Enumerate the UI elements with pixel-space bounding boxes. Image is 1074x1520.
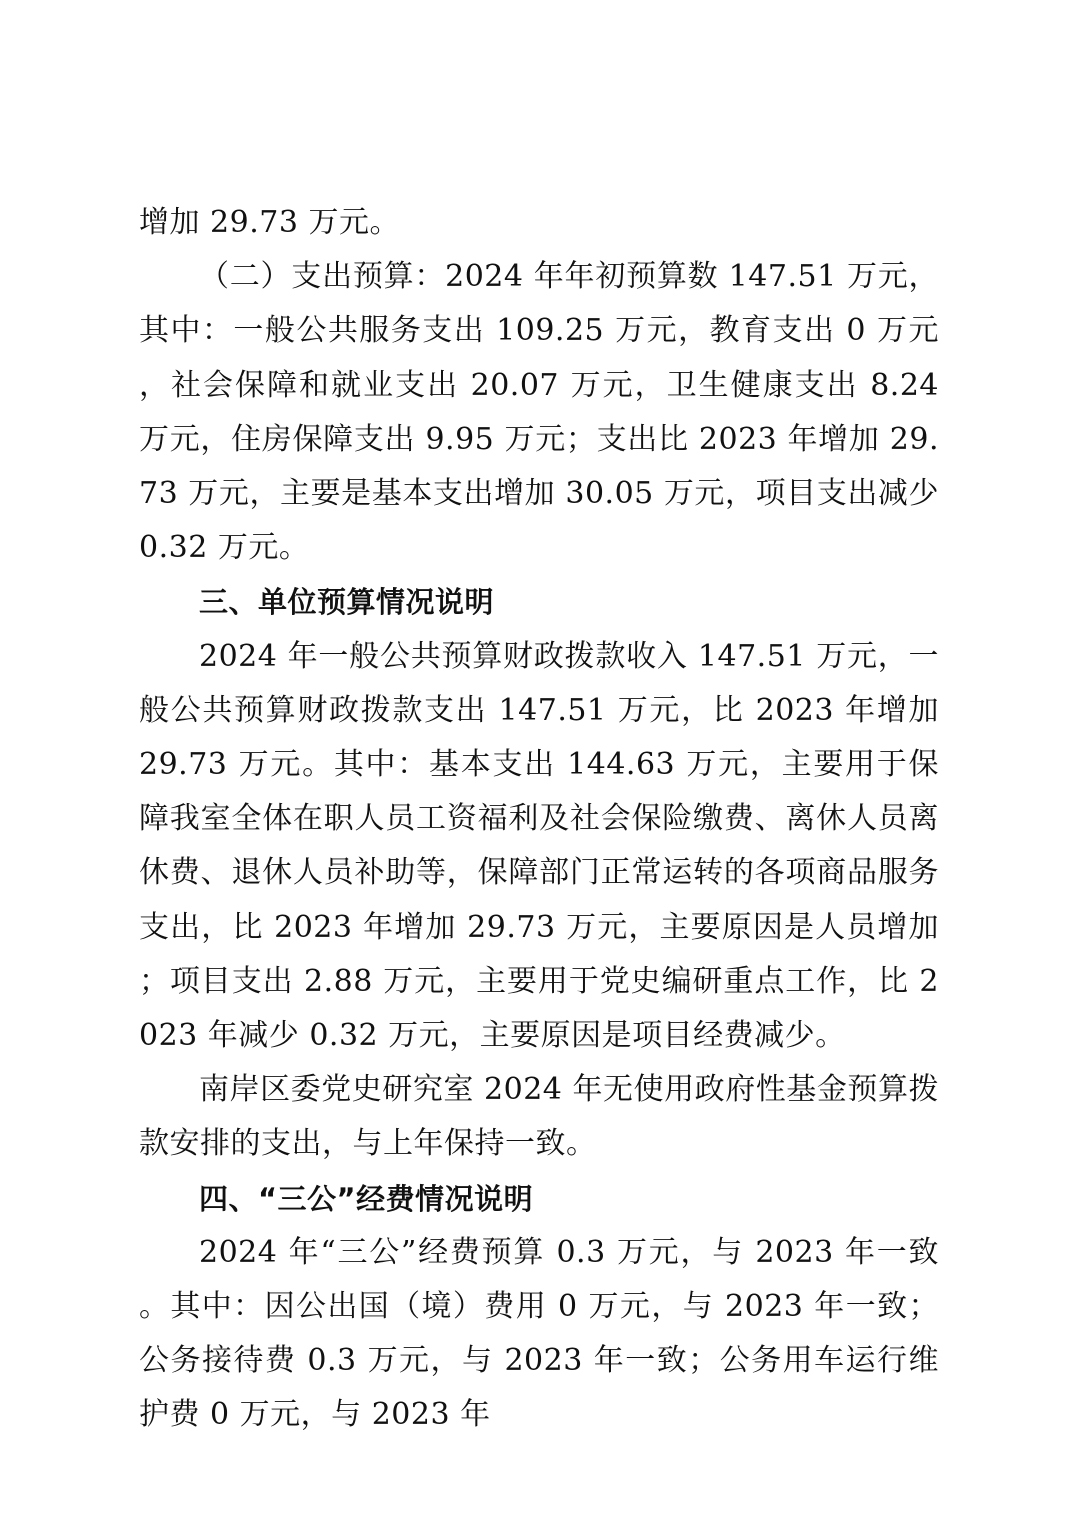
section-heading-three-public: 四、“三公”经费情况说明 [199, 1181, 534, 1216]
paragraph-government-fund: 南岸区委党史研究室 2024 年无使用政府性基金预算拨款安排的支出，与上年保持一致。 [139, 1072, 939, 1162]
paragraph-general-public-budget: 2024 年一般公共预算财政拨款收入 147.51 万元，一般公共预算财政拨款支出 147.51 万元，比 2023 年增加 29.73 万元。其中：基本支出 144.63 万元，主要用于保障我室全体在职人员工资福利及社会保险缴费、离休人员离休费、退休人员补助等，保障部门正常运转的各项商品服务支出，比 2023 年增加 29.73 万元，主要原因是人员增加；项目支出 2.88 万元，主要用于党史编研重点工作，比 2023 年减少 0.32 万元，主要原因是项目经费减少。 [139, 638, 939, 1054]
section-heading-unit-budget: 三、单位预算情况说明 [199, 585, 495, 620]
paragraph-expenditure-budget: （二）支出预算：2024 年年初预算数 147.51 万元，其中：一般公共服务支出 109.25 万元，教育支出 0 万元，社会保障和就业支出 20.07 万元，卫生健康支出 8.24 万元，住房保障支出 9.95 万元；支出比 2023 年增加 29.73 万元，主要是基本支出增加 30.05 万元，项目支出减少 0.32 万元。 [139, 259, 939, 566]
document-body [139, 196, 939, 1443]
paragraph-three-public-expenses: 2024 年“三公”经费预算 0.3 万元，与 2023 年一致。其中：因公出国（境）费用 0 万元，与 2023 年一致；公务接待费 0.3 万元，与 2023 年一致；公务用车运行维护费 0 万元，与 2023 年 [139, 1234, 939, 1433]
paragraph-continuation: 增加 29.73 万元。 [139, 205, 400, 240]
